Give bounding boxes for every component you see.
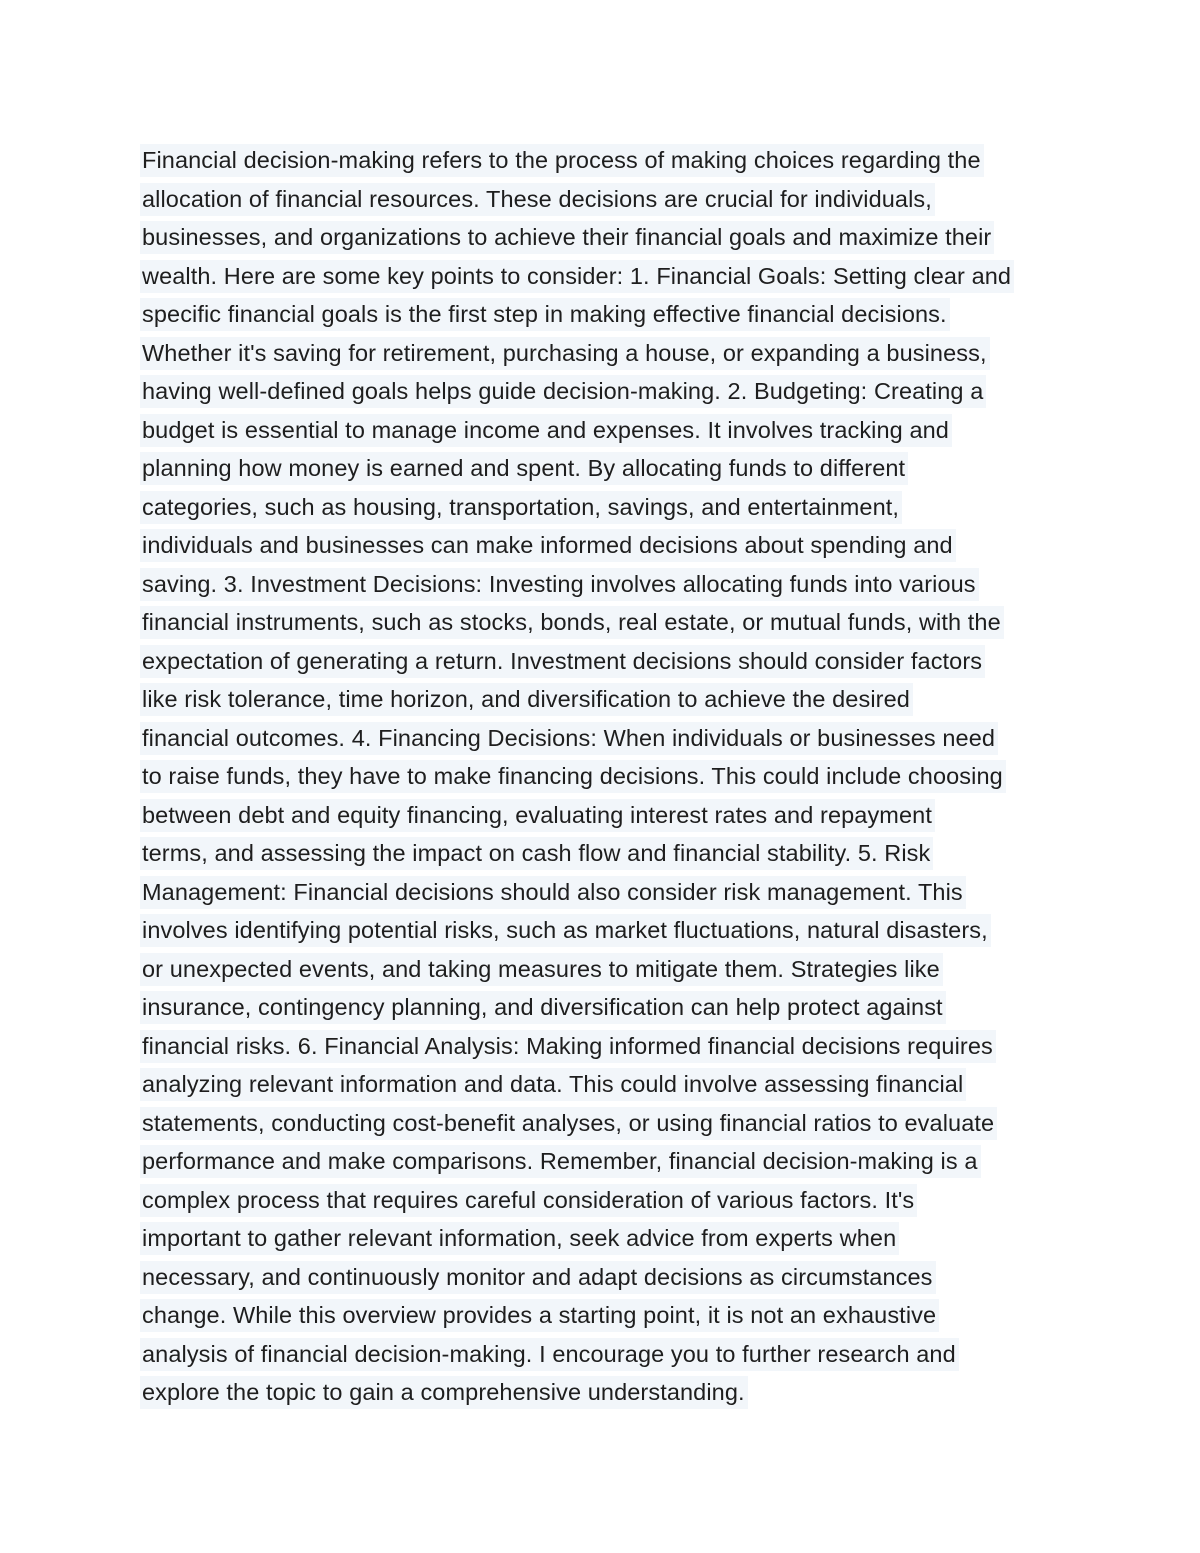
text-line: [140, 1142, 1080, 1181]
text-line-content: involves identifying potential risks, such as market fluctuations, natural disasters,: [140, 914, 991, 947]
text-line: [140, 1258, 1080, 1297]
text-line: [140, 295, 1080, 334]
text-line-content: wealth. Here are some key points to consider: 1. Financial Goals: Setting clear and: [140, 260, 1014, 293]
text-line: [140, 642, 1080, 681]
text-line-content: statements, conducting cost-benefit analyses, or using financial ratios to evaluate: [140, 1107, 997, 1140]
text-line: [140, 603, 1080, 642]
text-line: [140, 488, 1080, 527]
text-line: [140, 1065, 1080, 1104]
text-line: [140, 1181, 1080, 1220]
text-line-content: categories, such as housing, transportation, savings, and entertainment,: [140, 491, 902, 524]
text-line: [140, 411, 1080, 450]
text-line-content: change. While this overview provides a starting point, it is not an exhaustive: [140, 1299, 939, 1332]
text-line: [140, 1219, 1080, 1258]
text-line-content: saving. 3. Investment Decisions: Investing involves allocating funds into various: [140, 568, 979, 601]
text-line-content: analysis of financial decision-making. I encourage you to further research and: [140, 1338, 959, 1371]
text-line-content: businesses, and organizations to achieve their financial goals and maximize their: [140, 221, 994, 254]
text-line-content: individuals and businesses can make informed decisions about spending and: [140, 529, 956, 562]
text-line: [140, 1373, 1080, 1412]
text-line: [140, 218, 1080, 257]
text-line-content: financial outcomes. 4. Financing Decisions: When individuals or businesses need: [140, 722, 998, 755]
text-line: [140, 334, 1080, 373]
text-line-content: financial risks. 6. Financial Analysis: Making informed financial decisions requires: [140, 1030, 996, 1063]
text-line: [140, 796, 1080, 835]
text-line-content: specific financial goals is the first step in making effective financial decisions.: [140, 298, 950, 331]
text-line: [140, 834, 1080, 873]
text-line: [140, 526, 1080, 565]
text-line-content: or unexpected events, and taking measures to mitigate them. Strategies like: [140, 953, 943, 986]
text-line: [140, 565, 1080, 604]
text-line: [140, 141, 1080, 180]
text-line: [140, 1335, 1080, 1374]
text-line-content: Financial decision-making refers to the process of making choices regarding the: [140, 144, 984, 177]
text-line: [140, 1104, 1080, 1143]
text-line-content: Management: Financial decisions should also consider risk management. This: [140, 876, 966, 909]
text-line-content: important to gather relevant information, seek advice from experts when: [140, 1222, 899, 1255]
text-line-content: Whether it's saving for retirement, purchasing a house, or expanding a business,: [140, 337, 990, 370]
text-line-content: insurance, contingency planning, and diversification can help protect against: [140, 991, 946, 1024]
text-line: [140, 1027, 1080, 1066]
text-line-content: analyzing relevant information and data. This could involve assessing financial: [140, 1068, 966, 1101]
text-line: [140, 372, 1080, 411]
text-line: [140, 988, 1080, 1027]
text-line-content: having well-defined goals helps guide decision-making. 2. Budgeting: Creating a: [140, 375, 986, 408]
text-line: [140, 680, 1080, 719]
text-line: [140, 257, 1080, 296]
text-line-content: to raise funds, they have to make financing decisions. This could include choosing: [140, 760, 1006, 793]
text-line-content: explore the topic to gain a comprehensive understanding.: [140, 1376, 748, 1409]
text-line-content: planning how money is earned and spent. By allocating funds to different: [140, 452, 908, 485]
text-line: [140, 911, 1080, 950]
text-line-content: between debt and equity financing, evaluating interest rates and repayment: [140, 799, 935, 832]
text-line: [140, 180, 1080, 219]
text-line: [140, 1296, 1080, 1335]
text-line: [140, 719, 1080, 758]
text-line-content: allocation of financial resources. These decisions are crucial for individuals,: [140, 183, 935, 216]
text-line-content: expectation of generating a return. Investment decisions should consider factors: [140, 645, 985, 678]
text-line-content: like risk tolerance, time horizon, and diversification to achieve the desired: [140, 683, 913, 716]
text-line: [140, 873, 1080, 912]
text-line-content: terms, and assessing the impact on cash flow and financial stability. 5. Risk: [140, 837, 933, 870]
text-line: [140, 449, 1080, 488]
text-line: [140, 950, 1080, 989]
text-line: [140, 757, 1080, 796]
text-line-content: complex process that requires careful consideration of various factors. It's: [140, 1184, 917, 1217]
text-line-content: budget is essential to manage income and expenses. It involves tracking and: [140, 414, 952, 447]
text-line-content: necessary, and continuously monitor and adapt decisions as circumstances: [140, 1261, 936, 1294]
text-line-content: performance and make comparisons. Remember, financial decision-making is a: [140, 1145, 981, 1178]
body-paragraph: [140, 141, 1080, 1412]
text-line-content: financial instruments, such as stocks, bonds, real estate, or mutual funds, with the: [140, 606, 1004, 639]
